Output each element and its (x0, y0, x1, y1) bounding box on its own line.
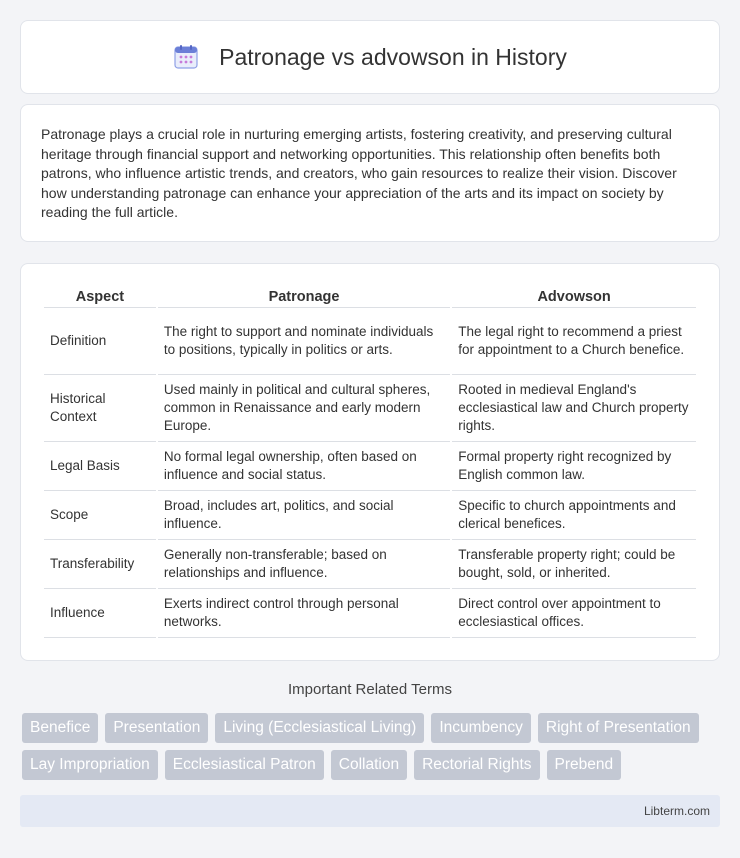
cell-advowson: Direct control over appointment to ecclesiastical offices. (452, 589, 696, 638)
title-card (20, 20, 720, 94)
tag-rectorial-rights[interactable]: Rectorial Rights (414, 750, 539, 780)
tag-right-of-presentation[interactable]: Right of Presentation (538, 713, 699, 743)
tag-living[interactable]: Living (Ecclesiastical Living) (215, 713, 424, 743)
cell-advowson: Specific to church appointments and clerical benefices. (452, 491, 696, 540)
calendar-icon (173, 44, 199, 70)
cell-advowson: Formal property right recognized by English common law. (452, 442, 696, 491)
intro-card (20, 104, 720, 242)
cell-patronage: Generally non-transferable; based on relationships and influence. (158, 540, 450, 589)
cell-aspect: Influence (44, 589, 156, 638)
cell-patronage: No formal legal ownership, often based on influence and social status. (158, 442, 450, 491)
cell-aspect: Scope (44, 491, 156, 540)
header-aspect: Aspect (44, 284, 156, 308)
cell-aspect: Transferability (44, 540, 156, 589)
header-patronage: Patronage (158, 284, 450, 308)
footer-brand[interactable]: Libterm.com (643, 804, 710, 818)
table-row (44, 442, 696, 491)
cell-patronage: Exerts indirect control through personal networks. (158, 589, 450, 638)
comparison-table (42, 284, 698, 638)
tag-prebend[interactable]: Prebend (547, 750, 622, 780)
cell-patronage: The right to support and nominate individuals to positions, typically in politics or arts. (158, 308, 450, 375)
table-row (44, 589, 696, 638)
table-row (44, 540, 696, 589)
cell-aspect: Definition (44, 308, 156, 375)
related-terms-title: Important Related Terms (288, 681, 452, 698)
cell-patronage: Broad, includes art, politics, and social influence. (158, 491, 450, 540)
cell-aspect: Legal Basis (44, 442, 156, 491)
intro-text: Patronage plays a crucial role in nurturing emerging artists, fostering creativity, and preserving cultural heritage through financial support and networking opportunities. This relationship often benefits both patrons, who influence artistic trends, and creators, who gain resources to realize their vision. Discover how understanding patronage can enhance your appreciation of the arts and its impact on society by reading the full article. (41, 126, 677, 221)
comparison-card (20, 263, 720, 661)
cell-patronage: Used mainly in political and cultural spheres, common in Renaissance and early modern Europe. (158, 375, 450, 442)
tag-benefice[interactable]: Benefice (22, 713, 98, 743)
footer (20, 795, 720, 827)
cell-advowson: The legal right to recommend a priest for appointment to a Church benefice. (452, 308, 696, 375)
tag-lay-impropriation[interactable]: Lay Impropriation (22, 750, 158, 780)
related-terms-list (22, 713, 722, 780)
tag-incumbency[interactable]: Incumbency (431, 713, 531, 743)
table-row (44, 308, 696, 375)
tag-collation[interactable]: Collation (331, 750, 407, 780)
page-title: Patronage vs advowson in History (219, 43, 567, 70)
cell-advowson: Rooted in medieval England's ecclesiastical law and Church property rights. (452, 375, 696, 442)
cell-aspect: Historical Context (44, 375, 156, 442)
cell-advowson: Transferable property right; could be bought, sold, or inherited. (452, 540, 696, 589)
table-header-row (44, 284, 696, 308)
header-advowson: Advowson (452, 284, 696, 308)
table-row (44, 491, 696, 540)
tag-presentation[interactable]: Presentation (105, 713, 208, 743)
table-row (44, 375, 696, 442)
tag-ecclesiastical-patron[interactable]: Ecclesiastical Patron (165, 750, 324, 780)
